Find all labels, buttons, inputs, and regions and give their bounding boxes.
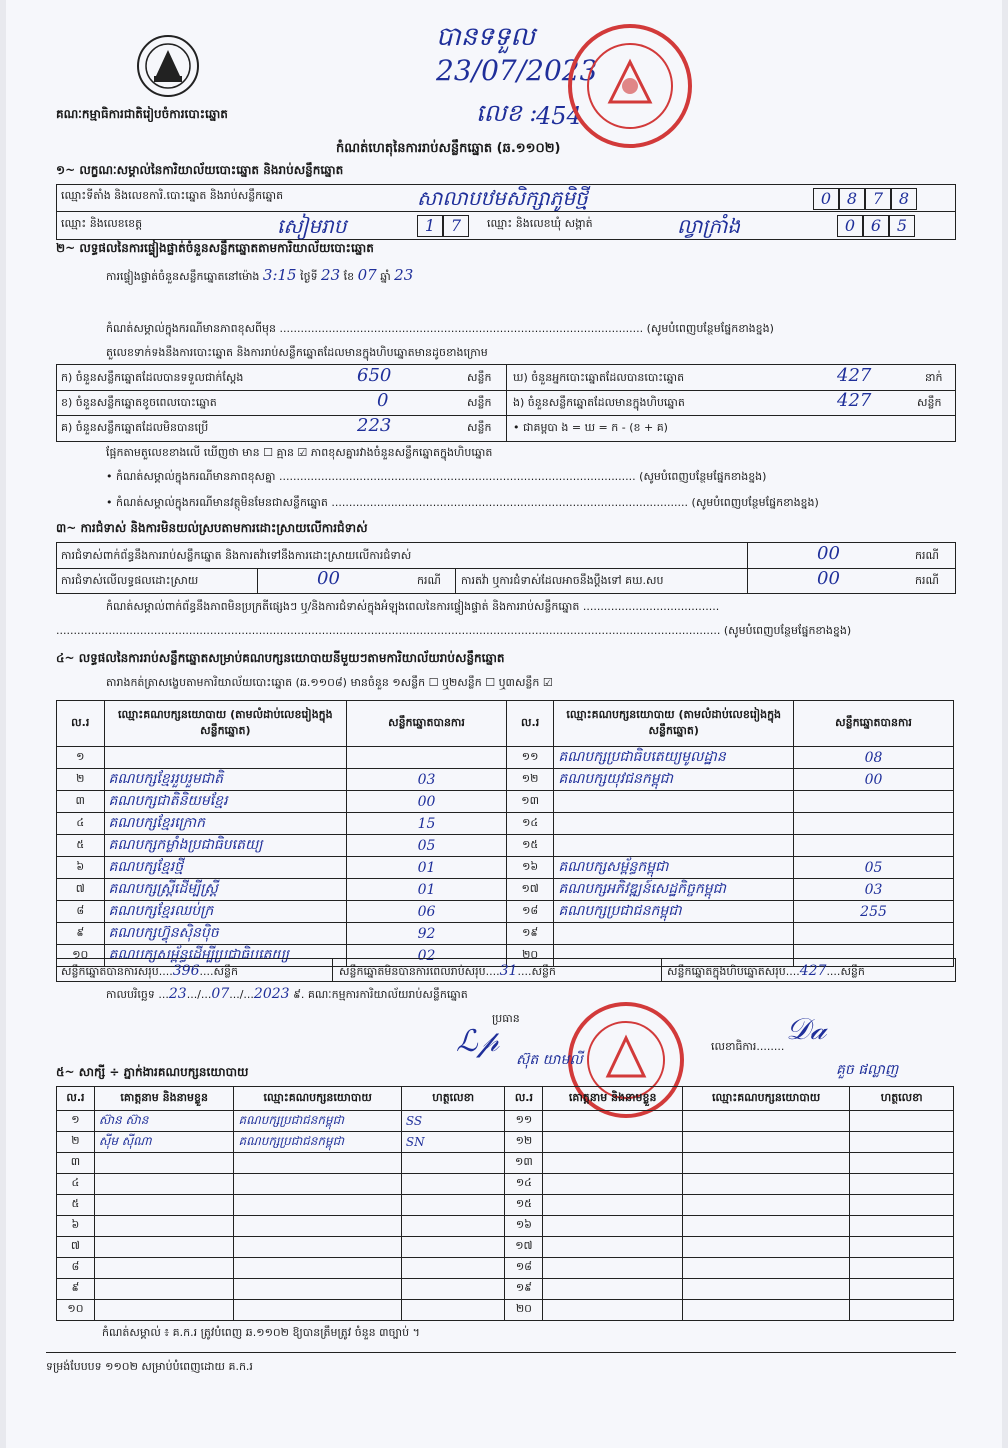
row-no: ១៤ (505, 1174, 543, 1195)
witness-name (94, 1174, 234, 1195)
witness-party (682, 1216, 849, 1237)
party-votes: 06 (347, 901, 507, 923)
chair-name: ស៊ុត យាមលី (516, 1052, 583, 1068)
digit: 7 (443, 215, 469, 237)
received-date: 23/07/2023 (436, 54, 598, 87)
total-box-label: សន្លឹកឆ្នោតក្នុងហិបឆ្នោតសរុប (667, 965, 786, 978)
s2-d-value: 427 (837, 365, 872, 386)
s2-e-unit: សន្លឹក (917, 396, 942, 409)
w-col-no: ល.រ (57, 1087, 95, 1111)
s3-r2-value-b: 00 (817, 568, 840, 589)
table-row (57, 901, 954, 923)
s1-row2-value: សៀមរាប (277, 214, 347, 238)
witness-party (682, 1258, 849, 1279)
witness-party (682, 1153, 849, 1174)
witness-party (234, 1195, 401, 1216)
secretary-signature: 𝒟𝒶 (786, 1012, 827, 1047)
section4-title: ៤~ លទ្ធផលនៃការរាប់សន្លឹកឆ្នោតសម្រាប់គណបក្សនយោបាយនីមួយៗតាមការិយាល័យរាប់សន្លឹកឆ្នោត (56, 651, 505, 665)
col-votes: សន្លឹកឆ្នោតបានការ (347, 701, 507, 747)
witness-party (234, 1237, 401, 1258)
total-invalid-unit: សន្លឹក (531, 965, 556, 978)
row-no: ១៨ (505, 1258, 543, 1279)
witness-party (682, 1279, 849, 1300)
s1-row1-label: ឈ្មោះទីតាំង និងលេខការិ.បោះឆ្នោត និងរាប់សន្លឹកឆ្នោត (61, 189, 284, 202)
section2-title: ២~ លទ្ធផលនៃការផ្ទៀងផ្ទាត់ចំនួនសន្លឹកឆ្នោតតាមការិយាល័យបោះឆ្នោត (56, 241, 374, 255)
nec-logo (136, 34, 200, 98)
row-no: ១៥ (505, 1195, 543, 1216)
party-name: គណបក្សប្រជាធិបតេយ្យមូលដ្ឋាន (554, 747, 794, 769)
s2-e-label: ង) ចំនួនសន្លឹកឆ្នោតដែលមានក្នុងហិបឆ្នោត (513, 396, 685, 409)
row-no: ១៤ (506, 813, 554, 835)
total-invalid-label: សន្លឹកឆ្នោតមិនបានការពេលរាប់សរុប (339, 965, 486, 978)
witness-signature (850, 1195, 954, 1216)
witness-signature (850, 1111, 954, 1132)
date-label: កាលបរិច្ឆេទ (106, 988, 155, 1001)
row-no: ១៥ (506, 835, 554, 857)
row-no: ១៩ (505, 1279, 543, 1300)
s2-c-unit: សន្លឹក (467, 421, 492, 434)
digit: 8 (839, 188, 865, 210)
digit: 0 (813, 188, 839, 210)
party-name (554, 813, 794, 835)
row-no: ៩ (57, 1279, 95, 1300)
table-row (57, 813, 954, 835)
party-votes: 01 (347, 857, 507, 879)
row-no: ២ (57, 1132, 95, 1153)
row-no: ៤ (57, 813, 105, 835)
party-votes: 00 (347, 791, 507, 813)
party-name (554, 835, 794, 857)
s1-row2-digits-b (837, 215, 915, 237)
row-no: ៩ (57, 923, 105, 945)
digit: 5 (889, 215, 915, 237)
party-results-table (56, 700, 954, 967)
row-no: ៨ (57, 1258, 95, 1279)
row-no: ៦ (57, 857, 105, 879)
s4-totals (56, 958, 956, 982)
w-col-party: ឈ្មោះគណបក្សនយោបាយ (682, 1087, 849, 1111)
form-title: កំណត់ហេតុនៃការរាប់សន្លឹកឆ្នោត (ឆ.១១០២) (336, 141, 561, 156)
witness-party (682, 1300, 849, 1321)
row-no: ១៣ (506, 791, 554, 813)
table-row (57, 1279, 954, 1300)
s2-time-line: ការផ្ទៀងផ្ទាត់ចំនួនសន្លឹកឆ្នោតនៅម៉ោង 3:15 ថ្ងៃទី 23 ខែ 07 ឆ្នាំ 23 (106, 266, 414, 284)
party-name: គណបក្សសម្ព័ន្ធកម្ពុជា (554, 857, 794, 879)
witness-name (543, 1195, 683, 1216)
s3-r1-value: 00 (817, 543, 840, 564)
party-votes (794, 813, 954, 835)
w-col-sign: ហត្ថលេខា (850, 1087, 954, 1111)
digit: 1 (417, 215, 443, 237)
party-votes: 01 (347, 879, 507, 901)
total-box: សន្លឹកឆ្នោតក្នុងហិបឆ្នោតសរុប....427....សន្លឹក (667, 963, 865, 979)
total-valid: សន្លឹកឆ្នោតបានការសរុប....396....សន្លឹក (61, 963, 238, 979)
table-row (57, 1237, 954, 1258)
s4-table (56, 700, 954, 967)
secretary-label: លេខាធិការ........ (711, 1040, 785, 1053)
witness-signature (850, 1132, 954, 1153)
s2-month: 07 (357, 266, 377, 284)
official-stamp (566, 22, 694, 150)
witness-signature (401, 1279, 505, 1300)
party-name: គណបក្សហ៊្វុនស៊ិនប៉ិច (104, 923, 347, 945)
witness-party: គណបក្សប្រជាជនកម្ពុជា (234, 1132, 401, 1153)
s2-day: 23 (321, 266, 341, 284)
footer-note: កំណត់សម្គាល់ ៖ គ.ក.រ ត្រូវបំពេញ ឆ.១១០២ ឱ្យបានត្រឹមត្រូវ ចំនួន ៣ច្បាប់ ។ (102, 1326, 420, 1339)
s2-c-value: 223 (357, 415, 392, 436)
witness-name: ស៊ីម ស៊ីណា (94, 1132, 234, 1153)
s2-bullet2: • កំណត់សម្គាល់ក្នុងករណីមានវត្ថុមិនមែនជាសន្លឹកឆ្នោត ...................................................................................................... (សូមបំពេញបន្ថែមផ្នែកខាងខ្នង) (106, 496, 819, 509)
row-no: ៥ (57, 1195, 95, 1216)
w-col-name: គោត្តនាម និងនាមខ្លួន (94, 1087, 234, 1111)
s1-row2-digits (417, 215, 469, 237)
row-no: ១២ (506, 769, 554, 791)
s2-bullet1-note: (សូមបំពេញបន្ថែមផ្នែកខាងខ្នង) (639, 470, 767, 483)
witness-name (94, 1153, 234, 1174)
w-col-sign: ហត្ថលេខា (401, 1087, 505, 1111)
witness-name (543, 1300, 683, 1321)
table-row (57, 1195, 954, 1216)
s2-bullet2-note: (សូមបំពេញបន្ថែមផ្នែកខាងខ្នង) (691, 496, 819, 509)
section3-title: ៣~ ការជំទាស់ និងការមិនយល់ស្របតាមការដោះស្រាយលើការជំទាស់ (56, 521, 368, 535)
s3-r2-case: ករណី (417, 574, 441, 587)
w-col-party: ឈ្មោះគណបក្សនយោបាយ (234, 1087, 401, 1111)
witness-name (543, 1132, 683, 1153)
witness-party: គណបក្សប្រជាជនកម្ពុជា (234, 1111, 401, 1132)
s2-bullet1-label: • កំណត់សម្គាល់ក្នុងករណីមានភាពខុសគ្នា (106, 470, 276, 483)
s2-f-label: • ជាគម្ពបា ង = ឃ = ក - (ខ + គ) (513, 421, 668, 434)
section1-title: ១~ លក្ខណៈសម្គាល់នៃការិយាល័យបោះឆ្នោត និងរាប់សន្លឹកឆ្នោត (56, 163, 344, 177)
s2-fill-note: (សូមបំពេញបន្ថែមផ្នែកខាងខ្នង) (646, 322, 774, 335)
total-valid-unit: សន្លឹក (213, 965, 238, 978)
party-name: គណបក្សខ្មែរឈប់ក្រ (104, 901, 347, 923)
row-no: ១៦ (505, 1216, 543, 1237)
witness-party (682, 1174, 849, 1195)
witness-name (94, 1279, 234, 1300)
party-votes: 03 (347, 769, 507, 791)
s2-d-label: ឃ) ចំនួនអ្នកបោះឆ្នោតដែលបានបោះឆ្នោត (513, 371, 685, 384)
party-name (104, 747, 347, 769)
total-box-unit: សន្លឹក (840, 965, 865, 978)
section5-title: ៥~ សាក្សី ÷ ភ្នាក់ងារគណបក្សនយោបាយ (56, 1065, 249, 1079)
row-no: ២០ (505, 1300, 543, 1321)
s3-r2-value: 00 (317, 568, 340, 589)
witness-party (682, 1237, 849, 1258)
received-number: 454 (536, 102, 582, 130)
witness-party (234, 1279, 401, 1300)
party-name (554, 791, 794, 813)
committee-label: ៩. គណៈកម្មការការិយាល័យរាប់សន្លឹកឆ្នោត (293, 988, 468, 1001)
row-no: ១ (57, 1111, 95, 1132)
table-row (57, 1132, 954, 1153)
witness-name (94, 1237, 234, 1258)
party-votes: 92 (347, 923, 507, 945)
party-name (554, 923, 794, 945)
row-no: ១១ (505, 1111, 543, 1132)
witness-signature (401, 1300, 505, 1321)
s2-e-value: 427 (837, 390, 872, 411)
witness-party (682, 1111, 849, 1132)
row-no: ១៨ (506, 901, 554, 923)
party-votes: 02 (347, 945, 507, 967)
s3-r2-label: ការជំទាស់លើលទ្ធផលដោះស្រាយ (61, 574, 199, 587)
row-no: ១៦ (506, 857, 554, 879)
table-row (57, 747, 954, 769)
col-votes: សន្លឹកឆ្នោតបានការ (794, 701, 954, 747)
s2-time: 3:15 (262, 266, 297, 284)
table-row (57, 835, 954, 857)
row-no: ១០ (57, 1300, 95, 1321)
witness-signature (850, 1216, 954, 1237)
witness-signature: SN (401, 1132, 505, 1153)
party-votes: 15 (347, 813, 507, 835)
table-row (57, 1111, 954, 1132)
witness-name (543, 1174, 683, 1195)
s3-fill-note: (សូមបំពេញបន្ថែមផ្នែកខាងខ្នង) (723, 624, 852, 637)
total-box-value: 427 (799, 963, 827, 979)
table-row (57, 1216, 954, 1237)
col-no: ល.រ (57, 701, 105, 747)
row-no: ១២ (505, 1132, 543, 1153)
s2-bullet1: • កំណត់សម្គាល់ក្នុងករណីមានភាពខុសគ្នា ...................................................................................................... (សូមបំពេញបន្ថែមផ្នែកខាងខ្នង) (106, 470, 767, 483)
party-name: គណបក្សខ្មែររួបរួមជាតិ (104, 769, 347, 791)
witness-signature (850, 1300, 954, 1321)
witness-signature (401, 1237, 505, 1258)
party-name: គណបក្សសម្ព័ន្ធដើម្បីប្រជាធិបតេយ្យ (104, 945, 347, 967)
s4-date-line: កាលបរិច្ឆេទ ...23.../...07.../...2023 ៩. គណៈកម្មការការិយាល័យរាប់សន្លឹកឆ្នោត (106, 986, 468, 1002)
s1-row2-value-b: ល្វាក្រាំង (677, 214, 741, 238)
date-year: 2023 (253, 986, 290, 1002)
col-party: ឈ្មោះគណបក្សនយោបាយ (តាមលំដាប់លេខរៀងក្នុងសន្លឹកឆ្នោត) (554, 701, 794, 747)
witness-signature (401, 1258, 505, 1279)
total-valid-label: សន្លឹកឆ្នោតបានការសរុប (61, 965, 159, 978)
party-name: គណបក្សស្ត្រីដើម្បីស្ត្រី (104, 879, 347, 901)
total-invalid-value: 31 (499, 963, 518, 979)
s2-a-label: ក) ចំនួនសន្លឹកឆ្នោតដែលបានទទួលជាក់ស្តែង (61, 371, 244, 384)
witness-name (94, 1258, 234, 1279)
party-name: គណបក្សខ្មែរក្រោក (104, 813, 347, 835)
witness-signature (850, 1153, 954, 1174)
chair-label: ប្រធាន (492, 1012, 520, 1025)
party-name: គណបក្សយុវជនកម្ពុជា (554, 769, 794, 791)
witness-signature: SS (401, 1111, 505, 1132)
row-no: ១ (57, 747, 105, 769)
party-votes (794, 923, 954, 945)
table-row (57, 1153, 954, 1174)
total-invalid: សន្លឹកឆ្នោតមិនបានការពេលរាប់សរុប....31....សន្លឹក (339, 963, 556, 979)
digit: 8 (891, 188, 917, 210)
s2-b-label: ខ) ចំនួនសន្លឹកឆ្នោតខូចពេលបោះឆ្នោត (61, 396, 217, 409)
witness-name (543, 1111, 683, 1132)
s3-note-label: កំណត់សម្គាល់ពាក់ព័ន្ធនឹងភាពមិនប្រក្រតីផ្សេងៗ ឬ/និងការជំទាស់ក្នុងអំឡុងពេលនៃការផ្ទៀងផ្ទាត់ និងការរាប់សន្លឹកឆ្នោត (106, 600, 580, 613)
s5-table-wrap (56, 1086, 954, 1321)
s2-year: 23 (394, 266, 414, 284)
s2-intro: តួលេខទាក់ទងនឹងការបោះឆ្នោត និងការរាប់សន្លឹកឆ្នោតដែលមានក្នុងហិបឆ្នោតមានដូចខាងក្រោម (106, 346, 488, 359)
witness-party (234, 1258, 401, 1279)
witness-name (94, 1195, 234, 1216)
witness-party (234, 1153, 401, 1174)
witness-table (56, 1086, 954, 1321)
s2-note: កំណត់សម្គាល់ក្នុងករណីមានភាពខុសពីមុន ........................................................................................................ (សូមបំពេញបន្ថែមផ្នែកខាងខ្នង) (106, 322, 774, 335)
s2-a-unit: សន្លឹក (467, 371, 492, 384)
chair-signature: ℒ𝓅 (456, 1024, 499, 1059)
s3-r1-label: ការជំទាស់ពាក់ព័ន្ធនឹងការរាប់សន្លឹកឆ្នោត និងការតវ៉ាទៅនឹងការដោះស្រាយលើការជំទាស់ (61, 549, 412, 562)
row-no: ១៩ (506, 923, 554, 945)
row-no: ៧ (57, 1237, 95, 1258)
s2-b-unit: សន្លឹក (467, 396, 492, 409)
s2-c-label: គ) ចំនួនសន្លឹកឆ្នោតដែលមិនបានប្រើ (61, 421, 209, 434)
party-name: គណបក្សអភិវឌ្ឍន៍សេដ្ឋកិច្ចកម្ពុជា (554, 879, 794, 901)
row-no: ១១ (506, 747, 554, 769)
w-col-no: ល.រ (505, 1087, 543, 1111)
witness-party (682, 1195, 849, 1216)
col-party: ឈ្មោះគណបក្សនយោបាយ (តាមលំដាប់លេខរៀងក្នុងសន្លឹកឆ្នោត) (104, 701, 347, 747)
row-no: ៨ (57, 901, 105, 923)
row-no: ១៣ (505, 1153, 543, 1174)
s1-row1-digits (813, 188, 917, 210)
row-no: ៥ (57, 835, 105, 857)
s2-b-value: 0 (377, 390, 389, 411)
table-row (57, 857, 954, 879)
footer: ទម្រង់បែបបទ ១១០២ សម្រាប់បំពេញដោយ គ.ក.រ (46, 1360, 253, 1373)
s2-note-label: កំណត់សម្គាល់ក្នុងករណីមានភាពខុសពីមុន (106, 322, 276, 335)
received-number-label: លេខ : (476, 99, 538, 127)
party-votes: 00 (794, 769, 954, 791)
row-no: ៧ (57, 879, 105, 901)
row-no: ២០ (506, 945, 554, 967)
row-no: ៣ (57, 791, 105, 813)
s2-check-line: ផ្អែកតាមតួលេខខាងលើ ឃើញថា មាន ☐ គ្មាន ☑ ភាពខុសគ្នារវាងចំនួនសន្លឹកឆ្នោតក្នុងហិបឆ្នោត (106, 446, 493, 459)
total-valid-value: 396 (172, 963, 200, 979)
witness-signature (850, 1258, 954, 1279)
row-no: ១៧ (505, 1237, 543, 1258)
witness-signature (401, 1216, 505, 1237)
witness-signature (401, 1174, 505, 1195)
party-votes: 05 (347, 835, 507, 857)
witness-signature (401, 1195, 505, 1216)
table-row (57, 879, 954, 901)
table-row (57, 1174, 954, 1195)
witness-signature (850, 1237, 954, 1258)
s2-d-unit: នាក់ (925, 371, 943, 384)
s2-table (56, 364, 956, 442)
digit: 6 (863, 215, 889, 237)
witness-name (543, 1279, 683, 1300)
witness-party (234, 1216, 401, 1237)
s1-row1-value: សាលាបឋមសិក្សាភូមិថ្មី (417, 186, 588, 210)
party-votes (794, 791, 954, 813)
witness-name (94, 1216, 234, 1237)
s3-table (56, 542, 956, 594)
s1-row2-label-b: ឈ្មោះ និងលេខឃុំ សង្កាត់ (487, 217, 593, 230)
party-votes: 05 (794, 857, 954, 879)
received-label: បានទទួល (436, 22, 536, 52)
witness-name (94, 1300, 234, 1321)
table-row (57, 791, 954, 813)
row-no: ៤ (57, 1174, 95, 1195)
witness-name (543, 1237, 683, 1258)
party-name: គណបក្សកម្លាំងប្រជាធិបតេយ្យ (104, 835, 347, 857)
row-no: ៦ (57, 1216, 95, 1237)
s3-note: កំណត់សម្គាល់ពាក់ព័ន្ធនឹងភាពមិនប្រក្រតីផ្សេងៗ ឬ/និងការជំទាស់ក្នុងអំឡុងពេលនៃការផ្ទៀងផ្ទាត់ និងការរាប់សន្លឹកឆ្នោត ....................................... (106, 600, 720, 613)
date-month: 07 (211, 986, 230, 1002)
witness-name (543, 1216, 683, 1237)
party-votes: 255 (794, 901, 954, 923)
section1-table (56, 184, 956, 240)
row-no: ១០ (57, 945, 105, 967)
party-votes: 03 (794, 879, 954, 901)
witness-name: ស៊ាន ស៊ាន (94, 1111, 234, 1132)
table-row (57, 1258, 954, 1279)
party-name: គណបក្សខ្មែរថ្មី (104, 857, 347, 879)
s4-sub: តារាងកត់ត្រាសង្ខេបតាមការិយាល័យបោះឆ្នោត (ឆ.១១០៨) មានចំនួន ១សន្លឹក ☐ ឬ២សន្លឹក ☐ ឬ៣សន្លឹក ☑ (106, 676, 553, 689)
witness-signature (850, 1174, 954, 1195)
form-sheet (6, 0, 1002, 1448)
witness-party (234, 1300, 401, 1321)
party-votes: 08 (794, 747, 954, 769)
witness-signature (401, 1153, 505, 1174)
witness-name (543, 1258, 683, 1279)
party-name: គណបក្សជាតិនិយមខ្មែរ (104, 791, 347, 813)
digit: 0 (837, 215, 863, 237)
table-row (57, 923, 954, 945)
s3-note-line2: .............................................................................................................................................................................................. (សូមបំពេញបន្ថែមផ្នែកខាងខ្នង) (56, 624, 852, 637)
s2-a-value: 650 (357, 365, 392, 386)
row-no: ១៧ (506, 879, 554, 901)
s1-row2-label: ឈ្មោះ និងលេខខេត្ត (61, 217, 143, 230)
party-name: គណបក្សប្រជាជនកម្ពុជា (554, 901, 794, 923)
row-no: ២ (57, 769, 105, 791)
witness-name (543, 1153, 683, 1174)
secretary-name: គួច ផល្លាញ (836, 1062, 899, 1078)
col-no: ល.រ (506, 701, 554, 747)
w-col-name: គោត្តនាម និងនាមខ្លួន (543, 1087, 683, 1111)
row-no: ៣ (57, 1153, 95, 1174)
s2-bullet2-label: • កំណត់សម្គាល់ក្នុងករណីមានវត្ថុមិនមែនជាសន្លឹកឆ្នោត (106, 496, 328, 509)
date-day: 23 (168, 986, 187, 1002)
digit: 7 (865, 188, 891, 210)
witness-party (682, 1132, 849, 1153)
org-header: គណៈកម្មាធិការជាតិរៀបចំការបោះឆ្នោត (56, 107, 228, 121)
witness-signature (850, 1279, 954, 1300)
s3-r2-label-b: ការតវ៉ា ឬការជំទាស់ដែលអាចនឹងប្តឹងទៅ គឃ.សប (461, 574, 664, 587)
party-votes (794, 835, 954, 857)
witness-party (234, 1174, 401, 1195)
table-row (57, 769, 954, 791)
s3-r2-case-b: ករណី (915, 574, 939, 587)
table-row (57, 1300, 954, 1321)
s3-r1-case: ករណី (915, 549, 939, 562)
party-votes (347, 747, 507, 769)
